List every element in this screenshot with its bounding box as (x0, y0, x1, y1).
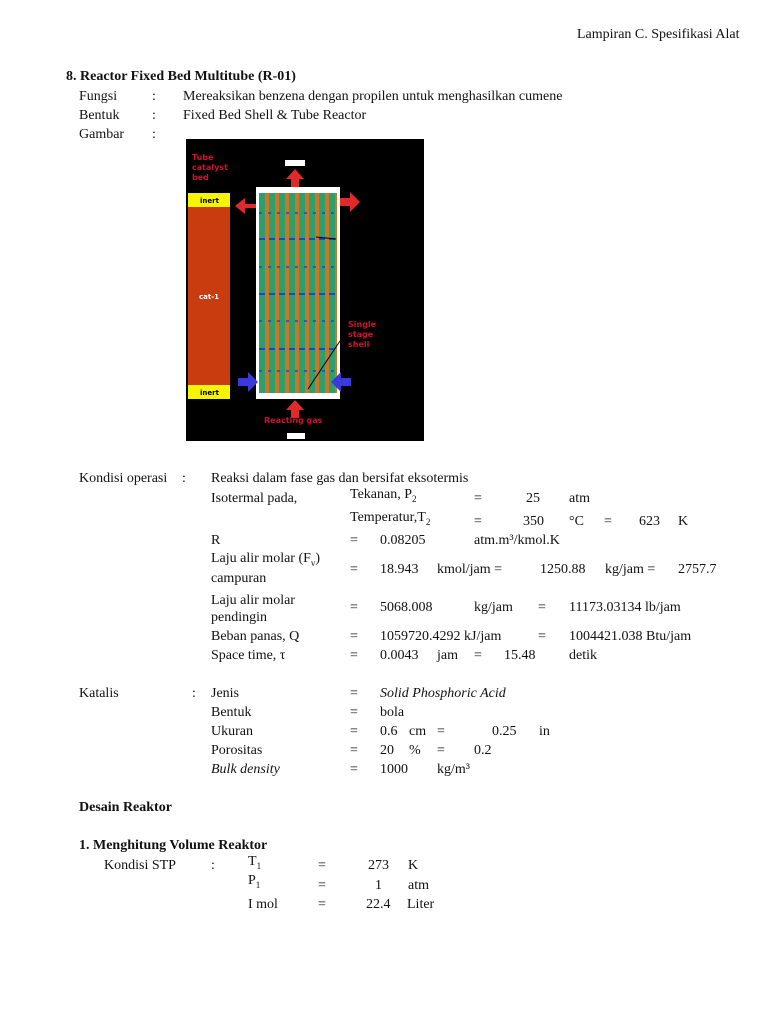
stp-label: Kondisi STP (104, 858, 176, 873)
temperatur-eq2: = (604, 514, 612, 529)
ukuran-unit: cm (409, 724, 427, 739)
laju-eq: = (350, 562, 358, 577)
p1-value: 1 (375, 878, 382, 893)
t1-unit: K (408, 858, 419, 873)
mol-label: I mol (248, 897, 278, 912)
gas-label: Reacting gas (264, 416, 323, 425)
r-label: R (211, 533, 221, 548)
ukuran-value-in: 0.25 (492, 724, 517, 739)
shell-label-3: shell (348, 340, 370, 349)
tube-label-1: Tube (192, 153, 214, 162)
stp-colon: : (211, 858, 215, 873)
porositas-value: 20 (380, 743, 394, 758)
laju-label: Laju alir molar $(F_v)$ (211, 551, 321, 568)
porositas-value-2: 0.2 (474, 743, 492, 758)
space-eq: = (350, 648, 358, 663)
p1-label: $P_1$ (248, 873, 261, 890)
ukuran-eq: = (350, 724, 358, 739)
space-eq2: = (474, 648, 482, 663)
volume-title: 1. Menghitung Volume Reaktor (79, 838, 268, 853)
porositas-unit: % (409, 743, 421, 758)
kondisi-label: Kondisi operasi (79, 471, 168, 486)
temperatur-eq: = (474, 514, 482, 529)
laju-value: 18.943 (380, 562, 419, 577)
kondisi-colon: : (182, 471, 186, 486)
tekanan-eq: = (474, 491, 482, 506)
p1-eq: = (318, 878, 326, 893)
katalis-colon: : (192, 686, 196, 701)
t1-label: $T_1$ (248, 854, 262, 871)
laju-unit: kmol/jam = (437, 562, 503, 577)
section-title: 8. Reactor Fixed Bed Multitube (R-01) (66, 69, 296, 84)
porositas-eq: = (350, 743, 358, 758)
isotermal-label: Isotermal pada, (211, 491, 298, 506)
pendingin-value-lb: 11173.03134 lb/jam (569, 600, 681, 615)
outlet-top-arrow (286, 169, 304, 187)
laju-value-3: 2757.7 (678, 562, 717, 577)
catalyst-label: cat-1 (199, 293, 219, 301)
bulk-unit: kg/m³ (437, 762, 470, 777)
coolant-out-right-arrow (340, 192, 360, 212)
tekanan-value: 25 (526, 491, 540, 506)
beban-value: 1059720.4292 kJ/jam (380, 629, 502, 644)
bentuk-colon: : (152, 108, 156, 123)
temperatur-unit: °C (569, 514, 584, 529)
laju-unit-kg: kg/jam = (605, 562, 656, 577)
shell-label-1: Single (348, 320, 377, 329)
beban-label: Beban panas, Q (211, 629, 300, 644)
pendingin-label: Laju alir molar (211, 593, 295, 608)
space-value: 0.0043 (380, 648, 419, 663)
ukuran-value: 0.6 (380, 724, 398, 739)
temperatur-label: $Temperatur,T_2$ (350, 510, 431, 527)
fungsi-value: Mereaksikan benzena dengan propilen untuk menghasilkan cumene (183, 89, 563, 104)
laju-value-kg: 1250.88 (540, 562, 586, 577)
ukuran-eq2: = (437, 724, 445, 739)
katalis-label: Katalis (79, 686, 119, 701)
desain-title: Desain Reaktor (79, 800, 172, 815)
porositas-label: Porositas (211, 743, 263, 758)
beban-eq2: = (538, 629, 546, 644)
pendingin-label-2: pendingin (211, 610, 267, 625)
shell-label-2: stage (348, 330, 374, 339)
r-eq: = (350, 533, 358, 548)
t1-value: 273 (368, 858, 389, 873)
coolant-in-left-arrow (238, 372, 258, 392)
pendingin-eq2: = (538, 600, 546, 615)
bulk-eq: = (350, 762, 358, 777)
fungsi-label: Fungsi (79, 89, 118, 104)
bottom-nozzle (287, 433, 305, 439)
bulk-value: 1000 (380, 762, 408, 777)
temperatur-value: 350 (523, 514, 544, 529)
mol-eq: = (318, 897, 326, 912)
mol-unit: Liter (407, 897, 435, 912)
bentuk-katalis-eq: = (350, 705, 358, 720)
tekanan-label: Tekanan, $P_2$ (350, 487, 417, 504)
beban-value-btu: 1004421.038 Btu/jam (569, 629, 692, 644)
jenis-value: Solid Phosphoric Acid (380, 686, 506, 701)
r-value: 0.08205 (380, 533, 426, 548)
bentuk-label: Bentuk (79, 108, 120, 123)
inert-bottom-label: inert (200, 389, 219, 397)
r-unit: atm.m³/kmol.K (474, 533, 560, 548)
inert-top-label: inert (200, 197, 219, 205)
gambar-label: Gambar (79, 127, 125, 142)
mol-value: 22.4 (366, 897, 391, 912)
top-nozzle (285, 160, 305, 166)
space-unit: jam (437, 648, 458, 663)
bentuk-katalis-label: Bentuk (211, 705, 252, 720)
t1-eq: = (318, 858, 326, 873)
pendingin-unit: kg/jam (474, 600, 513, 615)
page-header: Lampiran C. Spesifikasi Alat (577, 27, 740, 42)
p1-unit: atm (408, 878, 429, 893)
reactor-diagram (186, 139, 424, 441)
tube-label-3: bed (192, 173, 209, 182)
porositas-eq2: = (437, 743, 445, 758)
pendingin-value: 5068.008 (380, 600, 433, 615)
beban-eq: = (350, 629, 358, 644)
pendingin-eq: = (350, 600, 358, 615)
bentuk-katalis-value: bola (380, 705, 405, 720)
temperatur-value-k: 623 (639, 514, 660, 529)
laju-label-2: campuran (211, 571, 267, 586)
kondisi-desc: Reaksi dalam fase gas dan bersifat eksotermis (211, 471, 469, 486)
gambar-colon: : (152, 127, 156, 142)
space-unit-s: detik (569, 648, 597, 663)
bentuk-value: Fixed Bed Shell & Tube Reactor (183, 108, 367, 123)
tekanan-unit: atm (569, 491, 590, 506)
ukuran-unit-in: in (539, 724, 550, 739)
bulk-label: Bulk density (211, 762, 280, 777)
ukuran-label: Ukuran (211, 724, 253, 739)
jenis-label: Jenis (211, 686, 239, 701)
fungsi-colon: : (152, 89, 156, 104)
space-value-s: 15.48 (504, 648, 536, 663)
coolant-out-left-arrow (235, 198, 256, 214)
space-label: Space time, τ (211, 648, 286, 663)
tube-label-2: catalyst (192, 163, 228, 172)
jenis-eq: = (350, 686, 358, 701)
temperatur-unit-k: K (678, 514, 689, 529)
